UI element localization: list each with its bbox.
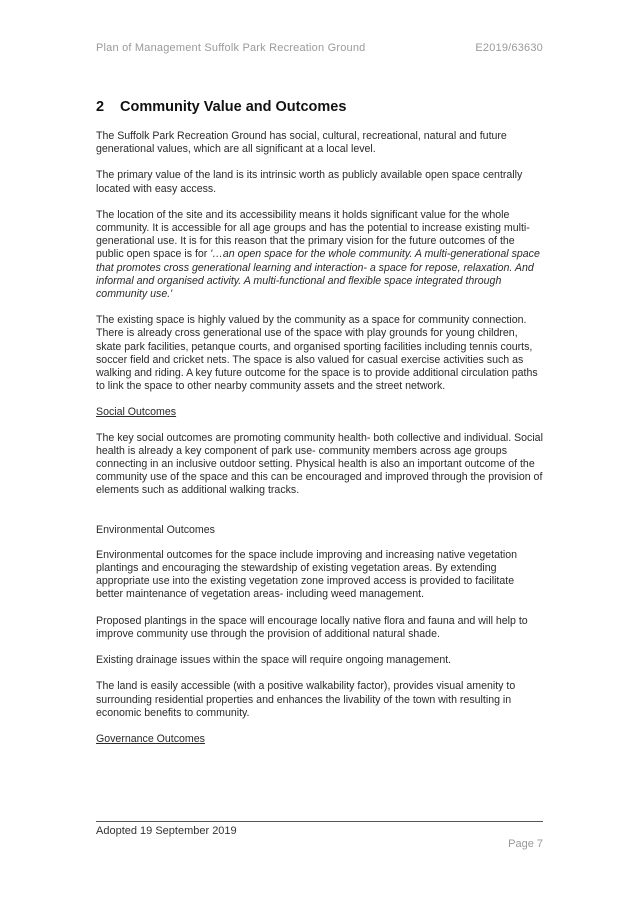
paragraph-social: The key social outcomes are promoting community health- both collective and individual. Social health is already a key component of park use- community members across age groups connecting in an inclusive outdoor setting. Physical health is also an important outcome of the community use of the space and this can be encouraged and improved through the provision of elements such as additional walking tracks. [96, 431, 543, 497]
paragraph-existing-space: The existing space is highly valued by the community as a space for community connection. There is already cross generational use of the space with play grounds for young children, skate park facilities, petanque courts, and organised sporting facilities including tennis courts, soccer field and cricket nets. The space is also valued for casual exercise activities such as walking and riding. A key future outcome for the space is to provide additional circulation paths to link the space to other nearby community assets and the street network. [96, 314, 538, 393]
section-heading [96, 98, 543, 116]
vision-quote: '…an open space for the whole community. A multi-generational space that promotes cross generational learning and interaction- a space for repose, relaxation. And informal and organised activity. A multi-functional and flexible space integrated through community use.' [96, 248, 540, 301]
footer-adopted-date: Adopted 19 September 2019 [96, 825, 237, 837]
paragraph-values: The Suffolk Park Recreation Ground has social, cultural, recreational, natural and future generational values, which are all significant at a local level. [96, 130, 507, 156]
paragraph-drainage: Existing drainage issues within the space will require ongoing management. [96, 654, 452, 667]
page-number: Page 7 [508, 838, 543, 850]
header-title: Plan of Management Suffolk Park Recreation Ground [96, 42, 366, 54]
section-title: Community Value and Outcomes [120, 99, 347, 115]
environmental-outcomes-heading: Environmental Outcomes [96, 523, 215, 536]
paragraph-vision [96, 209, 543, 301]
header-reference: E2019/63630 [475, 42, 543, 54]
governance-outcomes-heading: Governance Outcomes [96, 732, 205, 745]
paragraph-accessibility: The land is easily accessible (with a positive walkability factor), provides visual amenity to surrounding residential properties and enhances the livability of the town with resulting in economic benefits to community. [96, 680, 516, 719]
paragraph-plantings: Proposed plantings in the space will encourage locally native flora and fauna and will help to improve community use through the provision of additional natural shade. [96, 614, 528, 640]
vision-intro: The location of the site and its accessibility means it holds significant value for the whole community. It is accessible for all age groups and has the potential to increase existing multi-generational use. It is for this reason that the primary vision for the future outcomes of the public open space is for [96, 208, 530, 261]
page-content [96, 98, 543, 758]
section-number: 2 [96, 99, 105, 115]
social-outcomes-heading: Social Outcomes [96, 406, 177, 419]
spacer [96, 511, 543, 524]
paragraph-environmental: Environmental outcomes for the space include improving and increasing native vegetation plantings and encouraging the stewardship of existing vegetation areas. By extending appropriate use into the existing vegetation zone improved access is provided to facilitate better maintenance of vegetation areas- including weed management. [96, 548, 518, 601]
paragraph-primary-value: The primary value of the land is its intrinsic worth as publicly available open space centrally located with easy access. [96, 169, 523, 195]
footer-divider [96, 821, 543, 822]
